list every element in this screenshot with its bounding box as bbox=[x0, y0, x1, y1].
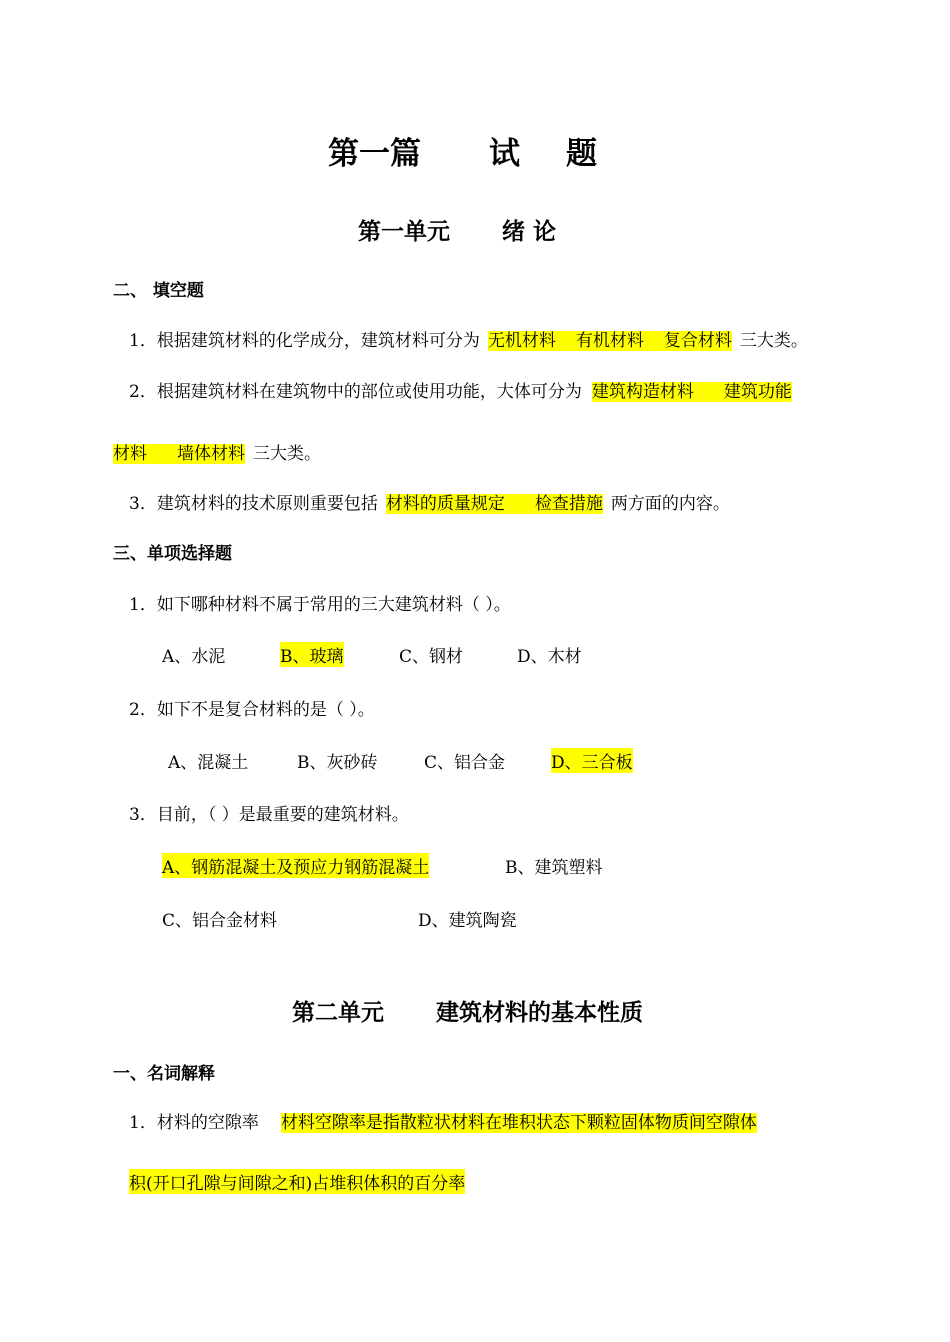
single-choice-section-title: 三、单项选择题 bbox=[113, 544, 232, 564]
fill-q1-answer bbox=[488, 331, 732, 351]
unit1-heading bbox=[358, 213, 556, 246]
unit2-heading-right: 建筑材料的基本性质 bbox=[436, 999, 643, 1026]
fill-blank-section-title: 二、 填空题 bbox=[113, 281, 204, 301]
choice-q1-option-a: A、水泥 bbox=[162, 647, 226, 667]
title-part2: 试 bbox=[489, 136, 520, 172]
fill-q2-answer-2: 建筑功能 bbox=[723, 382, 792, 402]
term-q1-prefix: 1．材料的空隙率 bbox=[129, 1113, 259, 1133]
choice-q3-option-c: C、铝合金材料 bbox=[162, 911, 278, 931]
fill-question-1 bbox=[129, 326, 808, 351]
fill-q1-answer-3: 复合材料 bbox=[663, 331, 732, 351]
fill-question-2 bbox=[129, 377, 792, 402]
fill-q3-prefix: 3．建筑材料的技术原则重要包括 bbox=[129, 494, 378, 514]
fill-question-2-continued bbox=[113, 439, 321, 464]
choice-q1-option-b: B、玻璃 bbox=[280, 642, 344, 667]
fill-q3-answer-1: 材料的质量规定 bbox=[385, 494, 505, 514]
fill-q2-prefix: 2．根据建筑材料在建筑物中的部位或使用功能，大体可分为 bbox=[129, 382, 582, 402]
fill-q1-answer-1: 无机材料 bbox=[487, 331, 556, 351]
choice-q1-option-c: C、钢材 bbox=[399, 647, 464, 667]
choice-question-2-stem: 2．如下不是复合材料的是（ ）。 bbox=[129, 700, 375, 720]
title-part1: 第一篇 bbox=[328, 136, 421, 172]
term-q1-answer-line2: 积(开口孔隙与间隙之和)占堆积体积的百分率 bbox=[129, 1169, 465, 1194]
fill-q2-answer-1: 建筑构造材料 bbox=[591, 382, 694, 402]
unit1-heading-right: 绪 论 bbox=[502, 218, 557, 245]
unit2-heading-left: 第二单元 bbox=[292, 999, 384, 1026]
fill-q2-answer-2-cont: 材料 bbox=[113, 444, 147, 464]
fill-question-3 bbox=[129, 489, 730, 514]
term-q1-answer-line1: 材料空隙率是指散粒状材料在堆积状态下颗粒固体物质间空隙体 bbox=[280, 1113, 757, 1133]
unit1-heading-left: 第一单元 bbox=[358, 218, 450, 245]
fill-q1-prefix: 1．根据建筑材料的化学成分，建筑材料可分为 bbox=[129, 331, 480, 351]
choice-q3-option-b: B、建筑塑料 bbox=[505, 858, 603, 878]
choice-q3-option-d: D、建筑陶瓷 bbox=[418, 911, 517, 931]
choice-q2-option-a: A、混凝土 bbox=[168, 753, 249, 773]
term-explanation-section-title: 一、名词解释 bbox=[113, 1064, 215, 1084]
document-title bbox=[328, 128, 597, 173]
choice-q2-option-d: D、三合板 bbox=[551, 748, 633, 773]
choice-q2-option-b: B、灰砂砖 bbox=[297, 753, 378, 773]
fill-q3-answer-2: 检查措施 bbox=[534, 494, 603, 514]
choice-q3-option-a: A、钢筋混凝土及预应力钢筋混凝土 bbox=[162, 853, 429, 878]
fill-q1-suffix: 三大类。 bbox=[739, 331, 808, 351]
unit2-heading bbox=[292, 994, 643, 1027]
fill-q2-answer-3: 墙体材料 bbox=[177, 444, 245, 464]
fill-q3-answer bbox=[386, 494, 603, 514]
fill-q2-answer bbox=[592, 382, 792, 402]
fill-q2-suffix: 三大类。 bbox=[253, 444, 321, 464]
term-question-1 bbox=[129, 1108, 757, 1133]
choice-question-1-stem: 1．如下哪种材料不属于常用的三大建筑材料（ ）。 bbox=[129, 595, 511, 615]
fill-q2-answer-cont bbox=[113, 444, 245, 464]
fill-q3-suffix: 两方面的内容。 bbox=[610, 494, 730, 514]
choice-q1-option-d: D、木材 bbox=[517, 647, 582, 667]
title-part3: 题 bbox=[566, 136, 597, 172]
choice-q2-option-c: C、铝合金 bbox=[424, 753, 506, 773]
fill-q1-answer-2: 有机材料 bbox=[575, 331, 644, 351]
choice-question-3-stem: 3．目前，（ ）是最重要的建筑材料。 bbox=[129, 805, 409, 825]
